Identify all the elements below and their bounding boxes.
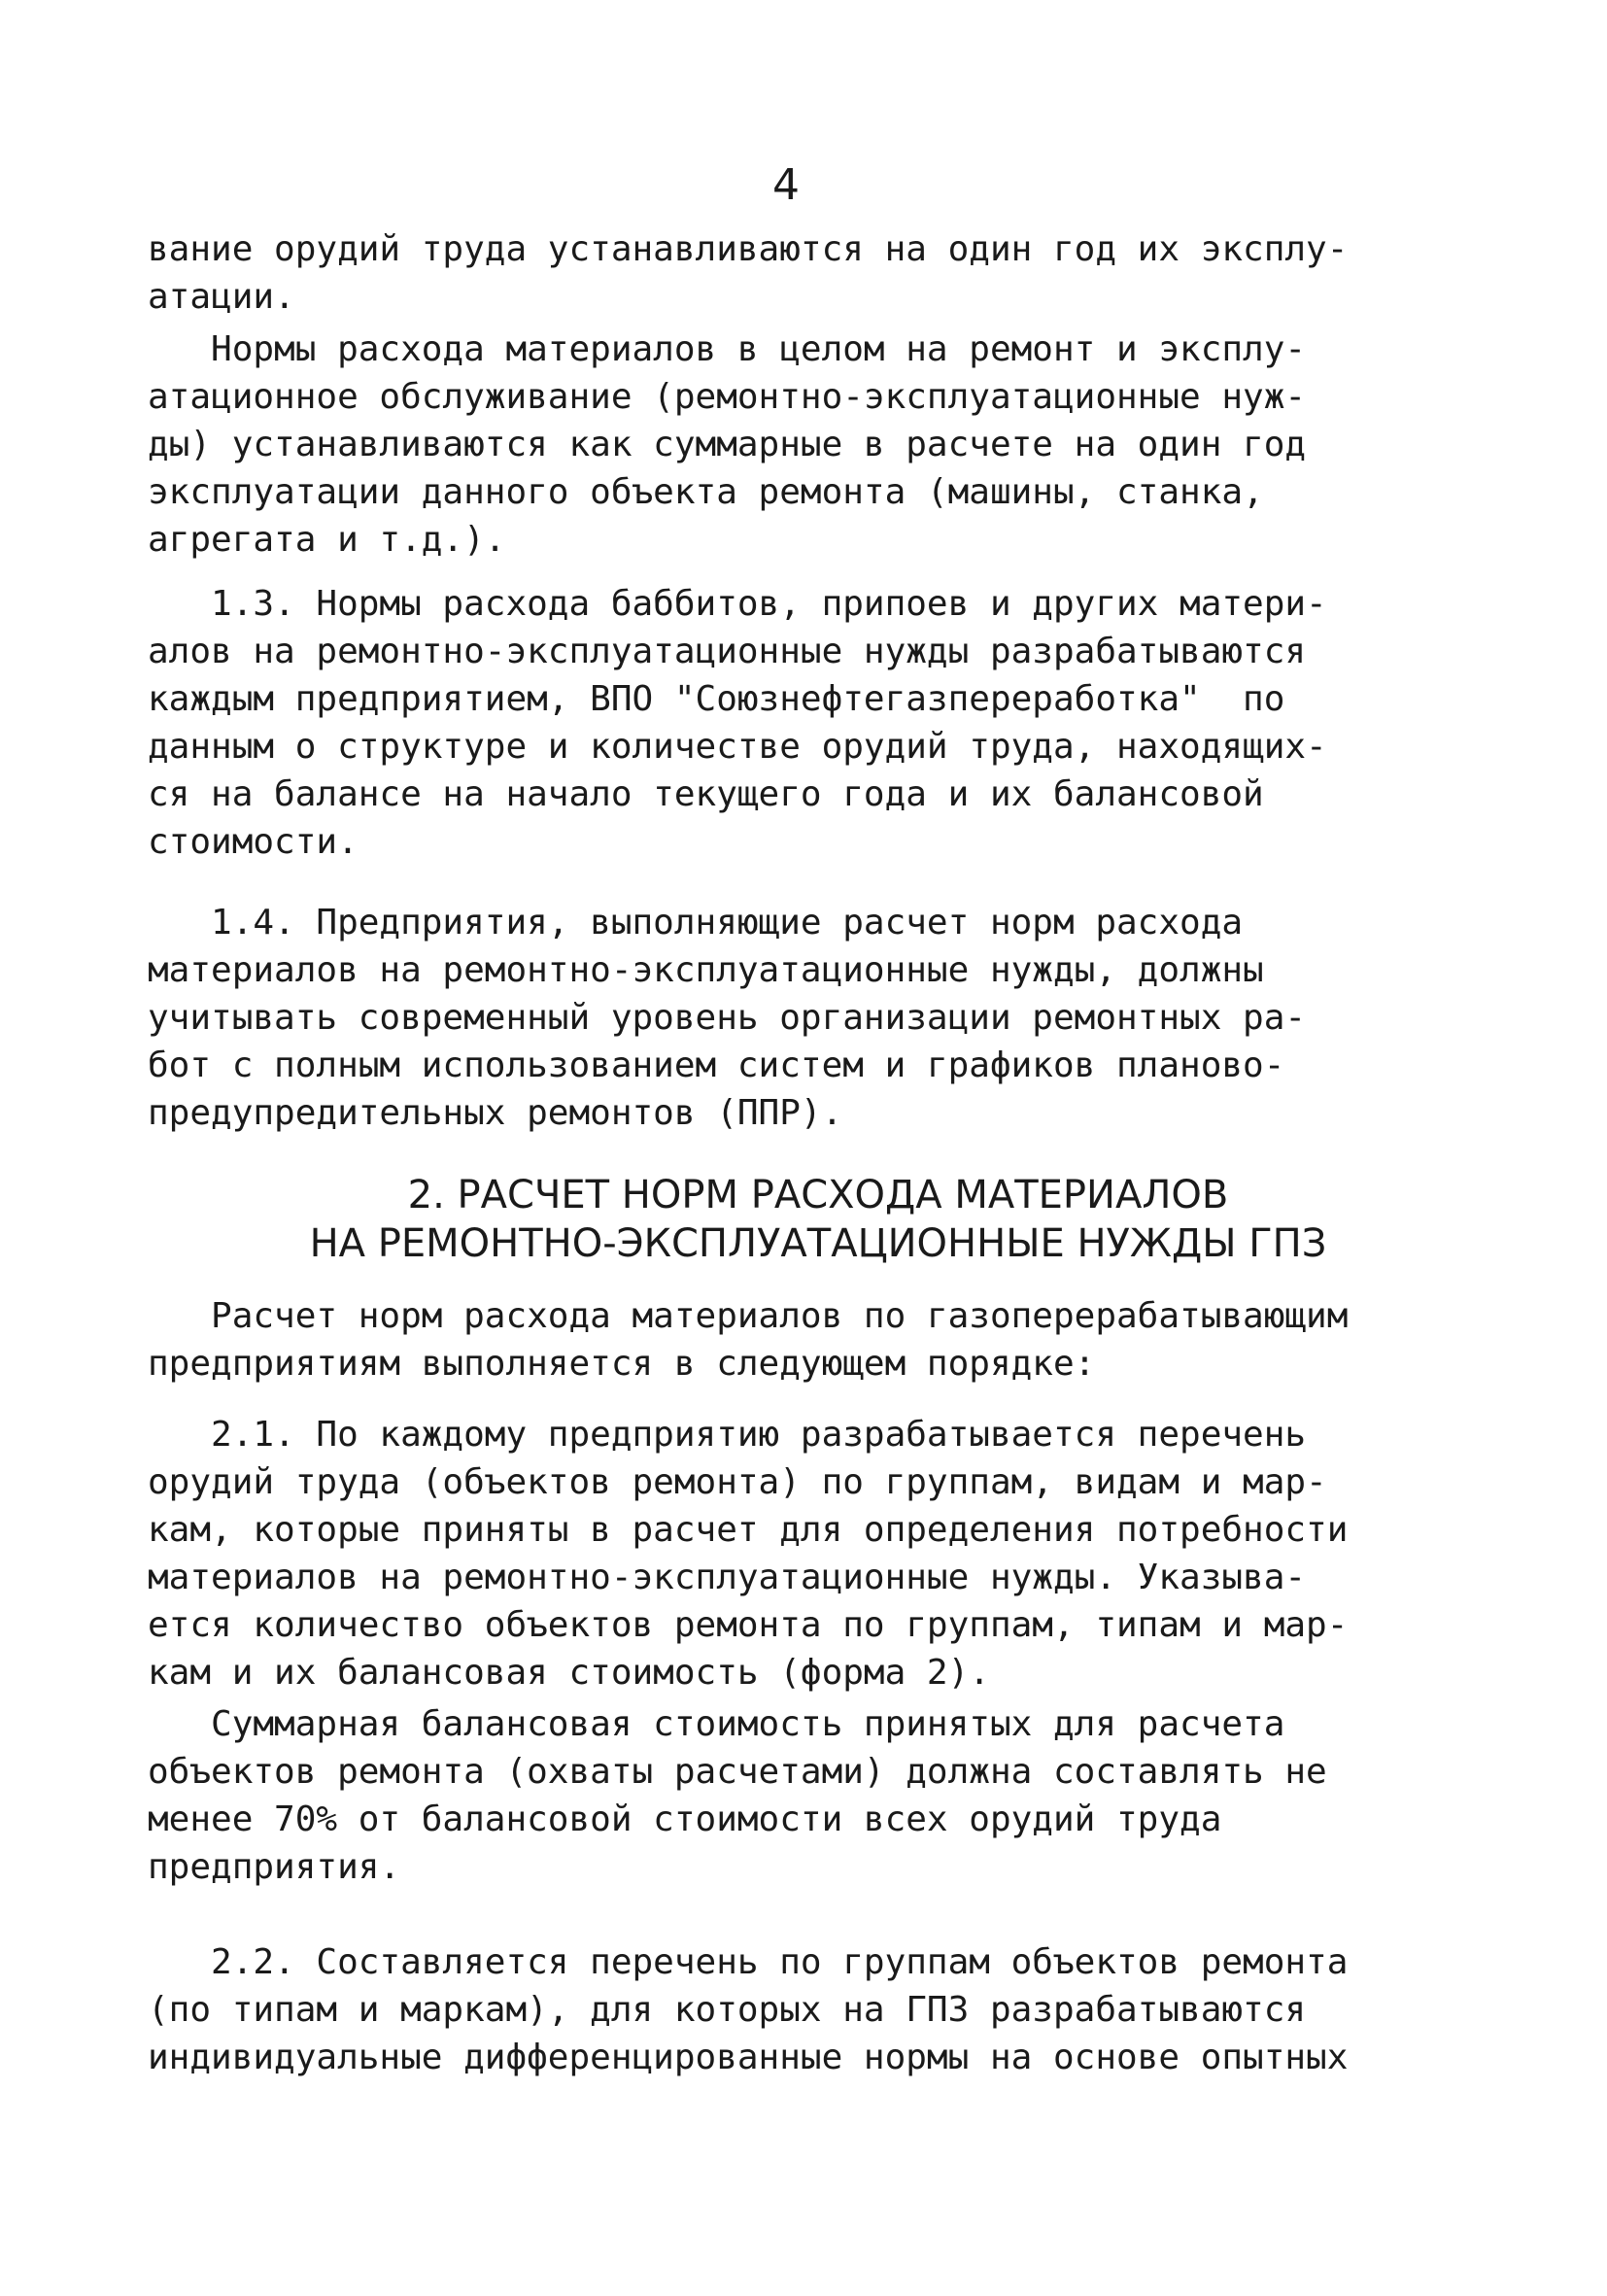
paragraph-2-2 bbox=[148, 1938, 1488, 2081]
text-line: кам и их балансовая стоимость (форма 2). bbox=[148, 1653, 990, 1693]
text-line: вание орудий труда устанавливаются на один год их эксплу- bbox=[148, 229, 1349, 269]
text-line: данным о структуре и количестве орудий труда, находящих- bbox=[148, 727, 1327, 767]
text-line: эксплуатации данного объекта ремонта (машины, станка, bbox=[148, 472, 1264, 512]
text-line: учитывать современный уровень организации ремонтных ра- bbox=[148, 998, 1307, 1038]
text-line: предприятия. bbox=[148, 1847, 401, 1887]
paragraph-coverage bbox=[148, 1700, 1488, 1891]
text-line: Нормы расхода материалов в целом на ремонт и эксплу- bbox=[148, 329, 1307, 369]
section-heading bbox=[148, 1171, 1488, 1268]
text-line: алов на ремонтно-эксплуатационные нужды разрабатываются bbox=[148, 632, 1307, 671]
paragraph-1 bbox=[148, 225, 1488, 321]
text-line: материалов на ремонтно-эксплуатационные нужды. Указыва- bbox=[148, 1558, 1307, 1597]
section-heading-line-1: 2. РАСЧЕТ НОРМ РАСХОДА МАТЕРИАЛОВ bbox=[407, 1173, 1229, 1217]
paragraph-intro-2 bbox=[148, 1292, 1488, 1388]
text-line: атационное обслуживание (ремонтно-эксплуатационные нуж- bbox=[148, 377, 1307, 417]
text-line: агрегата и т.д.). bbox=[148, 520, 506, 560]
page-number: 4 bbox=[772, 160, 800, 210]
text-line: предприятиям выполняется в следующем порядке: bbox=[148, 1344, 1096, 1384]
paragraph-2-1 bbox=[148, 1411, 1488, 1696]
text-line: 2.1. По каждому предприятию разрабатывается перечень bbox=[148, 1415, 1307, 1455]
text-line: атации. bbox=[148, 277, 295, 317]
text-line: Суммарная балансовая стоимость принятых для расчета bbox=[148, 1704, 1285, 1744]
paragraph-1-4 bbox=[148, 899, 1488, 1137]
text-line: 2.2. Составляется перечень по группам объектов ремонта bbox=[148, 1942, 1349, 1982]
paragraph-1-3 bbox=[148, 580, 1488, 866]
text-line: Расчет норм расхода материалов по газоперерабатывающим bbox=[148, 1296, 1349, 1336]
text-line: предупредительных ремонтов (ППР). bbox=[148, 1093, 843, 1133]
section-heading-line-2: НА РЕМОНТНО-ЭКСПЛУАТАЦИОННЫЕ НУЖДЫ ГПЗ bbox=[309, 1221, 1327, 1266]
text-line: (по типам и маркам), для которых на ГПЗ разрабатываются bbox=[148, 1990, 1307, 2030]
text-line: орудий труда (объектов ремонта) по группам, видам и мар- bbox=[148, 1462, 1327, 1502]
text-line: стоимости. bbox=[148, 822, 359, 862]
text-line: ся на балансе на начало текущего года и их балансовой bbox=[148, 774, 1264, 814]
text-line: ется количество объектов ремонта по группам, типам и мар- bbox=[148, 1605, 1349, 1645]
text-line: индивидуальные дифференцированные нормы на основе опытных bbox=[148, 2038, 1349, 2077]
text-line: 1.4. Предприятия, выполняющие расчет норм расхода bbox=[148, 903, 1244, 942]
text-line: каждым предприятием, ВПО "Союзнефтегазпереработка" по bbox=[148, 679, 1285, 719]
paragraph-2 bbox=[148, 326, 1488, 564]
text-line: объектов ремонта (охваты расчетами) должна составлять не bbox=[148, 1752, 1327, 1792]
text-line: материалов на ремонтно-эксплуатационные нужды, должны bbox=[148, 950, 1264, 990]
text-line: бот с полным использованием систем и графиков планово- bbox=[148, 1045, 1285, 1085]
text-line: менее 70% от балансовой стоимости всех орудий труда bbox=[148, 1799, 1222, 1839]
text-line: ды) устанавливаются как суммарные в расчете на один год bbox=[148, 425, 1307, 464]
text-line: 1.3. Нормы расхода баббитов, припоев и других матери- bbox=[148, 584, 1327, 624]
text-line: кам, которые приняты в расчет для определения потребности bbox=[148, 1510, 1349, 1550]
